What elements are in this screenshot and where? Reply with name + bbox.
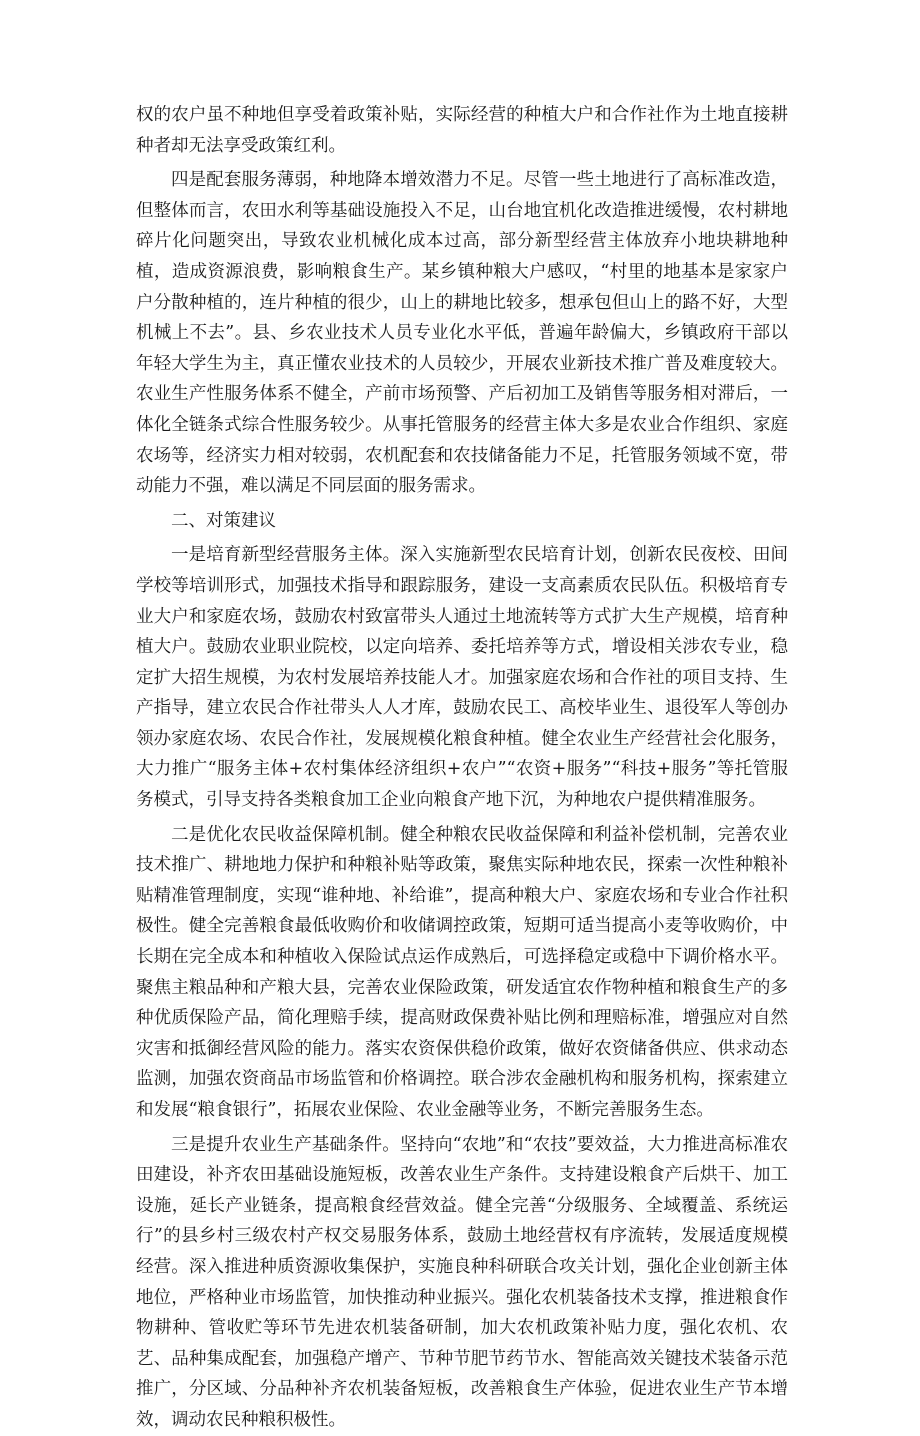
paragraph-income-protection: 二是优化农民收益保障机制。健全种粮农民收益保障和利益补偿机制，完善农业技术推广、耕地地力保护和种粮补贴等政策，聚焦实际种地农民，探索一次性种粮补贴精准管理制度，实现“谁种地、补给谁”，提高种粮大户、家庭农场和专业合作社积极性。健全完善粮食最低收购价和收储调控政策，短期可适当提高小麦等收购价，中长期在完全成本和种植收入保险试点运作成熟后，可选择稳定或稳中下调价格水平。聚焦主粮品种和产粮大县，完善农业保险政策，研发适宜农作物种植和粮食生产的多种优质保险产品，简化理赔手续，提高财政保费补贴比例和理赔标准，增强应对自然灾害和抵御经营风险的能力。落实农资保供稳价政策，做好农资储备供应、供求动态监测，加强农资商品市场监管和价格调控。联合涉农金融机构和服务机构，探索建立和发展“粮食银行”，拓展农业保险、农业金融等业务，不断完善服务生态。: [136, 824, 788, 1120]
document-page: [136, 100, 788, 1436]
section-heading-countermeasures: 二、对策建议: [171, 510, 276, 531]
paragraph-supporting-services: 四是配套服务薄弱，种地降本增效潜力不足。尽管一些土地进行了高标准改造，但整体而言，农田水利等基础设施投入不足，山台地宜机化改造推进缓慢，农村耕地碎片化问题突出，导致农业机械化成本过高，部分新型经营主体放弃小地块耕地种植，造成资源浪费，影响粮食生产。某乡镇种粮大户感叹，“村里的地基本是家家户户分散种植的，连片种植的很少，山上的耕地比较多，想承包但山上的路不好，大型机械上不去”。县、乡农业技术人员专业化水平低，普遍年龄偏大，乡镇政府干部以年轻大学生为主，真正懂农业技术的人员较少，开展农业新技术推广普及难度较大。农业生产性服务体系不健全，产前市场预警、产后初加工及销售等服务相对滞后，一体化全链条式综合性服务较少。从事托管服务的经营主体大多是农业合作组织、家庭农场等，经济实力相对较弱，农机配套和农技储备能力不足，托管服务领域不宽，带动能力不强，难以满足不同层面的服务需求。: [136, 170, 788, 497]
paragraph-continued: 权的农户虽不种地但享受着政策补贴，实际经营的种植大户和合作社作为土地直接耕种者却无法享受政策红利。: [136, 105, 788, 156]
paragraph-cultivate-operators: 一是培育新型经营服务主体。深入实施新型农民培育计划，创新农民夜校、田间学校等培训形式，加强技术指导和跟踪服务，建设一支高素质农民队伍。积极培育专业大户和家庭农场，鼓励农村致富带头人通过土地流转等方式扩大生产规模，培育种植大户。鼓励农业职业院校，以定向培养、委托培养等方式，增设相关涉农专业，稳定扩大招生规模，为农村发展培养技能人才。加强家庭农场和合作社的项目支持、生产指导，建立农民合作社带头人人才库，鼓励农民工、高校毕业生、退役军人等创办领办家庭农场、农民合作社，发展规模化粮食种植。健全农业生产经营社会化服务，大力推广“服务主体+农村集体经济组织+农户”“农资+服务”“科技+服务”等托管服务模式，引导支持各类粮食加工企业向粮食产地下沉，为种地农户提供精准服务。: [136, 545, 788, 811]
paragraph-production-conditions: 三是提升农业生产基础条件。坚持向“农地”和“农技”要效益，大力推进高标准农田建设，补齐农田基础设施短板，改善农业生产条件。支持建设粮食产后烘干、加工设施，延长产业链条，提高粮食经营效益。健全完善“分级服务、全域覆盖、系统运行”的县乡村三级农村产权交易服务体系，鼓励土地经营权有序流转，发展适度规模经营。深入推进种质资源收集保护，实施良种科研联合攻关计划，强化企业创新主体地位，严格种业市场监管，加快推动种业振兴。强化农机装备技术支撑，推进粮食作物耕种、管收贮等环节先进农机装备研制，加大农机政策补贴力度，强化农机、农艺、品种集成配套，加强稳产增产、节种节肥节药节水、智能高效关键技术装备示范推广，分区域、分品种补齐农机装备短板，改善粮食生产体验，促进农业生产节本增效，调动农民种粮积极性。: [136, 1134, 788, 1430]
